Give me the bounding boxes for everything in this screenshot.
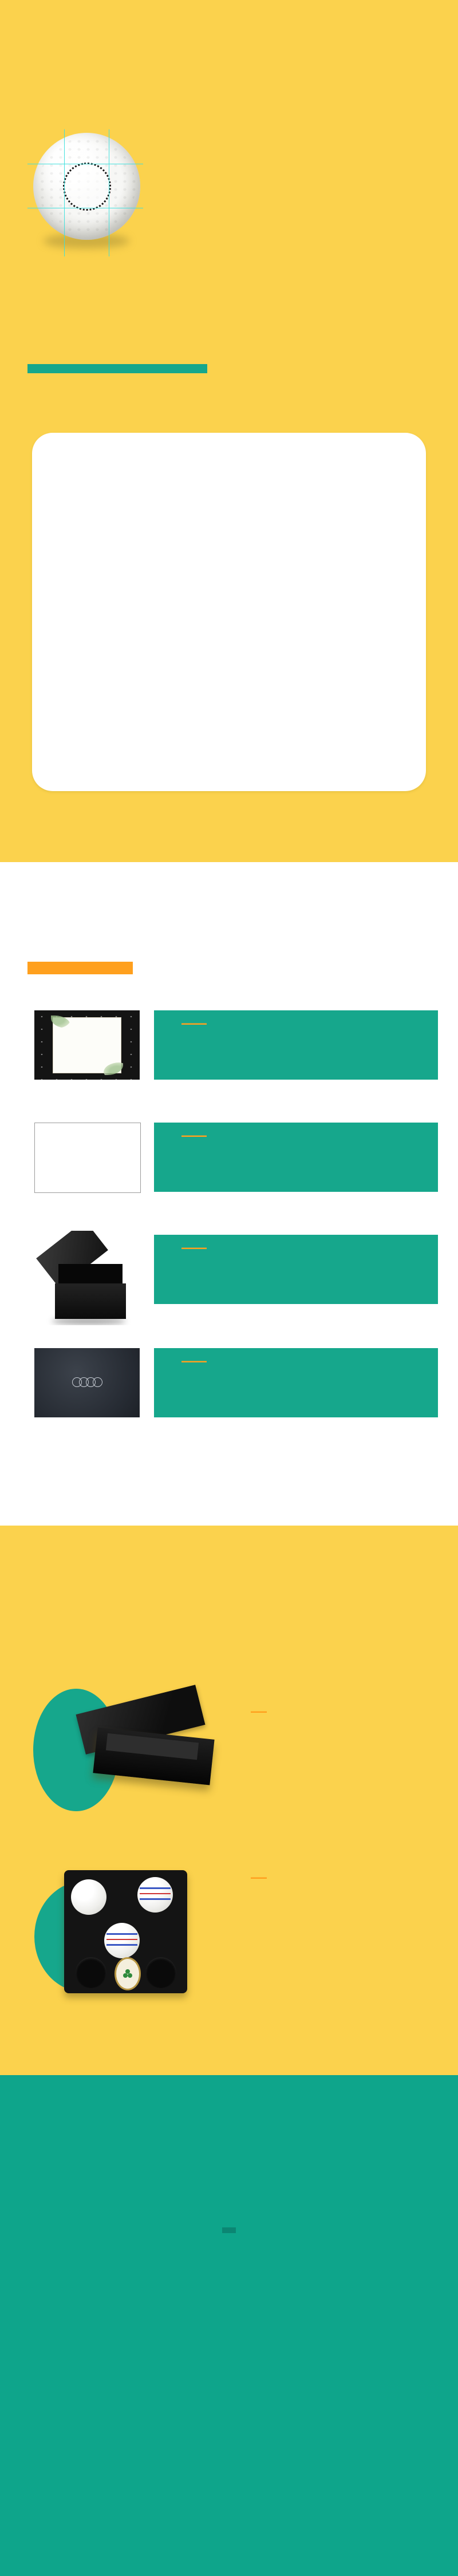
reference-item-title <box>251 1709 267 1713</box>
clover-icon <box>123 1969 132 1978</box>
empty-slot <box>76 1957 106 1988</box>
empty-slot <box>145 1957 176 1988</box>
option-title <box>181 1360 207 1362</box>
option-panel-custom-wrap <box>154 1123 438 1192</box>
golf-ball-striped <box>104 1923 140 1958</box>
option-title <box>181 1246 207 1249</box>
option-image-savari-case <box>34 1231 140 1325</box>
box-front <box>55 1283 126 1319</box>
notice-box-title-wrap <box>0 2226 458 2236</box>
sticker-preview <box>53 1017 121 1073</box>
reference-item-title <box>251 1875 267 1879</box>
golf-ball-photo <box>33 132 142 246</box>
golf-ball-striped <box>137 1877 173 1913</box>
option-body <box>181 1378 190 1452</box>
option-body <box>181 1041 190 1115</box>
hero-intro <box>160 131 435 140</box>
option-image-case-foil-print <box>34 1348 140 1417</box>
clover-ball-marker <box>114 1957 141 1990</box>
rings-logo-icon <box>72 1377 102 1387</box>
sponge-tray-photo <box>64 1870 187 1993</box>
option-panel-case-foil-print <box>154 1348 438 1417</box>
option-title <box>181 1022 207 1025</box>
option-body <box>181 1153 190 1227</box>
heading-underline-bar <box>27 962 133 974</box>
option-panel-savari-case <box>154 1235 438 1304</box>
notice-box-title <box>222 2227 236 2233</box>
option-image-label-sticker <box>34 1010 140 1080</box>
option-image-custom-wrap <box>34 1123 141 1193</box>
design-samples-card <box>32 433 426 791</box>
option-body <box>181 1265 190 1339</box>
design-samples-grid <box>39 450 419 776</box>
option-title <box>181 1134 207 1137</box>
paper-case-photo <box>73 1696 216 1799</box>
golf-ball <box>33 133 140 240</box>
golf-ball-callaway <box>71 1879 106 1915</box>
notice-section <box>0 2075 458 2576</box>
heading-underline-bar <box>27 364 207 373</box>
guide-line-vertical <box>64 129 65 256</box>
option-panel-label-sticker <box>154 1010 438 1080</box>
spec-list <box>160 216 435 227</box>
